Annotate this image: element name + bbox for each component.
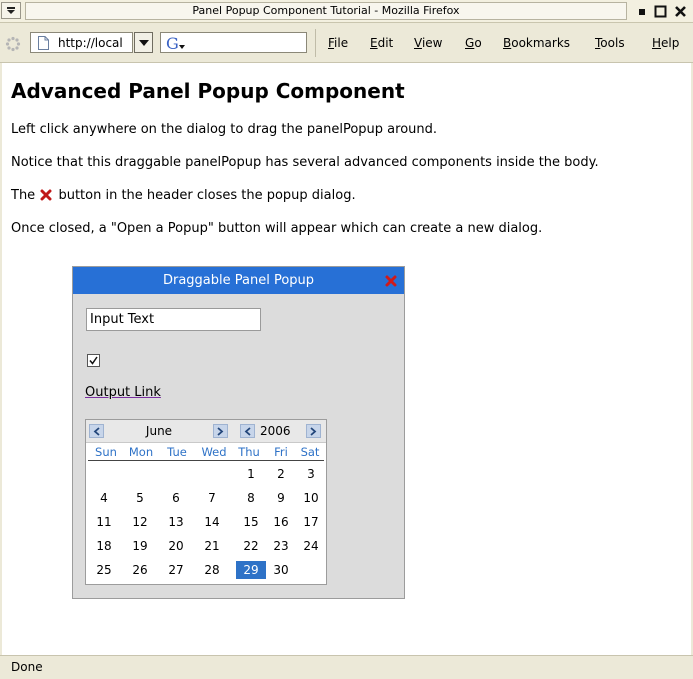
popup-title: Draggable Panel Popup — [162, 273, 315, 288]
window-titlebar — [0, 0, 693, 23]
calendar-year: 2006 — [260, 424, 291, 438]
calendar-day[interactable]: 22 — [243, 539, 259, 553]
paragraph-drag-info: Left click anywhere on the dialog to drag the panelPopup around. — [11, 122, 438, 137]
calendar — [85, 419, 327, 585]
menu-edit[interactable]: Edit — [370, 36, 394, 50]
calendar-day[interactable]: 23 — [273, 539, 289, 553]
calendar-day[interactable]: 12 — [132, 515, 148, 529]
calendar-day[interactable]: 16 — [273, 515, 289, 529]
weekday-thu: Thu — [238, 445, 260, 459]
weekday-fri: Fri — [274, 445, 288, 459]
calendar-month: June — [145, 424, 173, 438]
page-title: Advanced Panel Popup Component — [11, 79, 405, 103]
close-icon — [674, 5, 687, 18]
calendar-day-selected[interactable]: 29 — [236, 561, 266, 579]
prev-year-button[interactable] — [240, 424, 255, 438]
weekday-wed: Wed — [201, 445, 227, 459]
weekday-sat: Sat — [300, 445, 320, 459]
google-icon[interactable] — [165, 35, 187, 51]
calendar-day[interactable]: 15 — [243, 515, 259, 529]
paragraph-close-after: button in the header closes the popup dialog. — [58, 188, 356, 203]
calendar-divider — [88, 460, 324, 461]
calendar-day[interactable]: 8 — [247, 491, 255, 505]
calendar-day[interactable]: 18 — [96, 539, 112, 553]
paragraph-components-info — [11, 155, 599, 170]
calendar-day[interactable]: 2 — [277, 467, 285, 481]
weekday-sun: Sun — [95, 445, 117, 459]
calendar-day[interactable]: 6 — [172, 491, 180, 505]
maximize-button[interactable] — [652, 3, 669, 20]
url-text: http://local — [58, 36, 123, 50]
search-input[interactable] — [191, 34, 301, 51]
menu-tools[interactable]: Tools — [595, 36, 625, 50]
menu-bookmarks[interactable]: Bookmarks — [503, 36, 571, 50]
calendar-day[interactable]: 3 — [307, 467, 315, 481]
minimize-button[interactable] — [633, 3, 650, 20]
calendar-day[interactable]: 24 — [303, 539, 319, 553]
popup-header[interactable] — [73, 267, 404, 294]
calendar-day[interactable]: 26 — [132, 563, 148, 577]
chevron-right-icon — [217, 427, 224, 436]
chevron-right-icon — [310, 427, 317, 436]
output-link[interactable]: Output Link — [85, 385, 161, 400]
paragraph-close-before: The — [11, 188, 36, 203]
calendar-day[interactable]: 4 — [100, 491, 108, 505]
calendar-day[interactable]: 1 — [247, 467, 255, 481]
paragraph-reopen-info: Once closed, a "Open a Popup" button will appear which can create a new dialog. — [11, 221, 543, 236]
weekday-tue: Tue — [167, 445, 187, 459]
chevron-down-icon — [139, 40, 149, 46]
chevron-left-icon — [93, 427, 100, 436]
paragraph-components-text: Notice that this draggable panelPopup has several advanced components inside the body. — [11, 155, 599, 170]
calendar-day[interactable]: 28 — [204, 563, 220, 577]
svg-text:G: G — [166, 35, 179, 51]
url-bar[interactable] — [30, 32, 133, 53]
menu-view[interactable]: View — [414, 36, 443, 50]
toolbar-separator — [315, 29, 316, 57]
menu-go[interactable]: Go — [465, 36, 482, 50]
calendar-day[interactable]: 25 — [96, 563, 112, 577]
calendar-day[interactable]: 14 — [204, 515, 220, 529]
calendar-day[interactable]: 7 — [208, 491, 216, 505]
checkmark-icon — [89, 356, 98, 365]
popup-checkbox[interactable] — [87, 354, 100, 367]
calendar-day[interactable]: 20 — [168, 539, 184, 553]
calendar-day[interactable]: 21 — [204, 539, 220, 553]
menu-file[interactable]: File — [328, 36, 349, 50]
navigation-toolbar — [0, 23, 693, 63]
chevron-left-icon — [244, 427, 251, 436]
next-year-button[interactable] — [306, 424, 321, 438]
calendar-day[interactable]: 5 — [136, 491, 144, 505]
weekday-mon: Mon — [128, 445, 154, 459]
throbber-icon — [5, 36, 21, 52]
maximize-icon — [654, 5, 667, 18]
calendar-day[interactable]: 9 — [277, 491, 285, 505]
window-menu-button[interactable] — [1, 2, 21, 19]
calendar-day[interactable]: 17 — [303, 515, 319, 529]
calendar-header — [86, 420, 326, 443]
close-x-icon — [40, 189, 52, 201]
calendar-day[interactable]: 10 — [303, 491, 319, 505]
calendar-day[interactable]: 19 — [132, 539, 148, 553]
prev-month-button[interactable] — [89, 424, 104, 438]
calendar-day[interactable]: 11 — [96, 515, 112, 529]
status-bar — [0, 655, 693, 679]
status-text: Done — [11, 660, 43, 674]
page-icon — [38, 36, 49, 50]
minimize-icon — [638, 8, 646, 16]
page-content — [2, 63, 691, 655]
calendar-day[interactable]: 27 — [168, 563, 184, 577]
popup-text-input[interactable] — [86, 308, 261, 331]
popup-close-icon[interactable] — [384, 274, 398, 288]
calendar-day[interactable]: 13 — [168, 515, 184, 529]
url-dropdown-button[interactable] — [134, 32, 153, 53]
next-month-button[interactable] — [213, 424, 228, 438]
calendar-day[interactable]: 30 — [273, 563, 289, 577]
window-menu-icon — [6, 7, 16, 15]
paragraph-close-info — [11, 188, 356, 203]
menu-help[interactable]: Help — [652, 36, 680, 50]
close-window-button[interactable] — [672, 3, 689, 20]
window-title: Panel Popup Component Tutorial - Mozilla Firefox — [25, 2, 627, 20]
draggable-panel-popup[interactable] — [72, 266, 405, 599]
search-bar[interactable] — [160, 32, 307, 53]
